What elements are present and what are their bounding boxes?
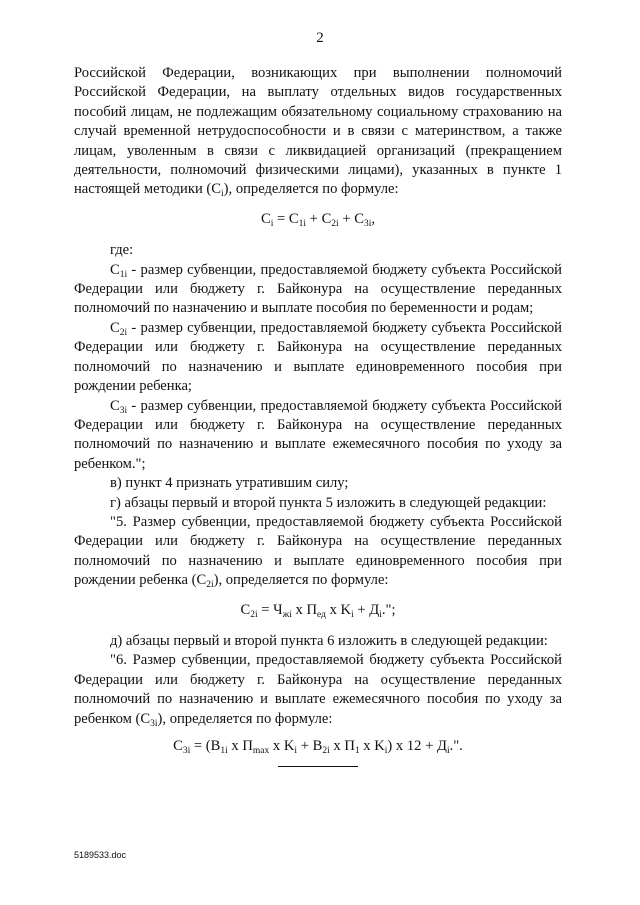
item-g: г) абзацы первый и второй пункта 5 изложить в следующей редакции: bbox=[110, 494, 547, 511]
formula-ci: $C_i = C_{1i} + C_{2i} + C_{3i}$, bbox=[261, 210, 375, 229]
paragraph-5: "5. Размер субвенции, предоставляемой бюджету субъекта Российской Федерации или бюджету г. Байконура на осуществление переданных полномочий по назначению и выплате единовременного пособия при рождении ребенка $(C_{2i})$, определяется по формуле: bbox=[74, 513, 562, 591]
item-v: в) пункт 4 признать утратившим силу; bbox=[110, 475, 349, 492]
paragraph-6: "6. Размер субвенции, предоставляемой бюджету субъекта Российской Федерации или бюджету г. Байконура на осуществление переданных полномочий по назначению и выплате ежемесячного пособия по уходу за ребенком $(C_{3i})$, определяется по формуле: bbox=[74, 652, 562, 729]
page-number: 2 bbox=[316, 30, 324, 46]
formula-c3i: $C_{3i} = (B_{1i}$ x $П_{max}$ x $K_i + B_{2i}$ x $П_1$ x $K_i$) x $12 + Д_i$.". bbox=[173, 738, 463, 756]
item-d: д) абзацы первый и второй пункта 6 изложить в следующей редакции: bbox=[110, 632, 548, 649]
end-divider bbox=[278, 766, 358, 767]
definition-c1i: $C_{1i}$ - размер субвенции, предоставляемой бюджету субъекта Российской Федерации или бюджету г. Байконура на осуществление переданных полномочий по назначению и выплате пособия по беременности и родам; bbox=[74, 261, 562, 317]
document-body bbox=[74, 64, 562, 767]
formula-c2i: $C_{2i} = Ч_{жi}$ x $П_{ед}$ x $K_i + Д_i$."; bbox=[240, 601, 396, 620]
footer-filename: 5189533.doc bbox=[74, 850, 127, 860]
where-label: где: bbox=[110, 242, 134, 259]
definition-c3i: $C_{3i}$ - размер субвенции, предоставляемой бюджету субъекта Российской Федерации или бюджету г. Байконура на осуществление переданных полномочий по назначению и выплате ежемесячного пособия по уходу за ребенком."; bbox=[74, 397, 562, 472]
definition-c2i: $C_{2i}$ - размер субвенции, предоставляемой бюджету субъекта Российской Федерации или бюджету г. Байконура на осуществление переданных полномочий по назначению и выплате единовременного пособия при рождении ребенка; bbox=[74, 319, 562, 395]
paragraph-intro: Российской Федерации, возникающих при выполнении полномочий Российской Федерации, на выплату отдельных видов государственных пособий лицам, не подлежащим обязательному социальному страхованию на случай временной нетрудоспособности и в связи с материнством, а также лицам, уволенным в связи с ликвидацией организаций (прекращением деятельности, полномочий физическими лицами), указанных в пункте 1 настоящей методики $(C_i)$, определяется по формуле: bbox=[74, 65, 562, 200]
